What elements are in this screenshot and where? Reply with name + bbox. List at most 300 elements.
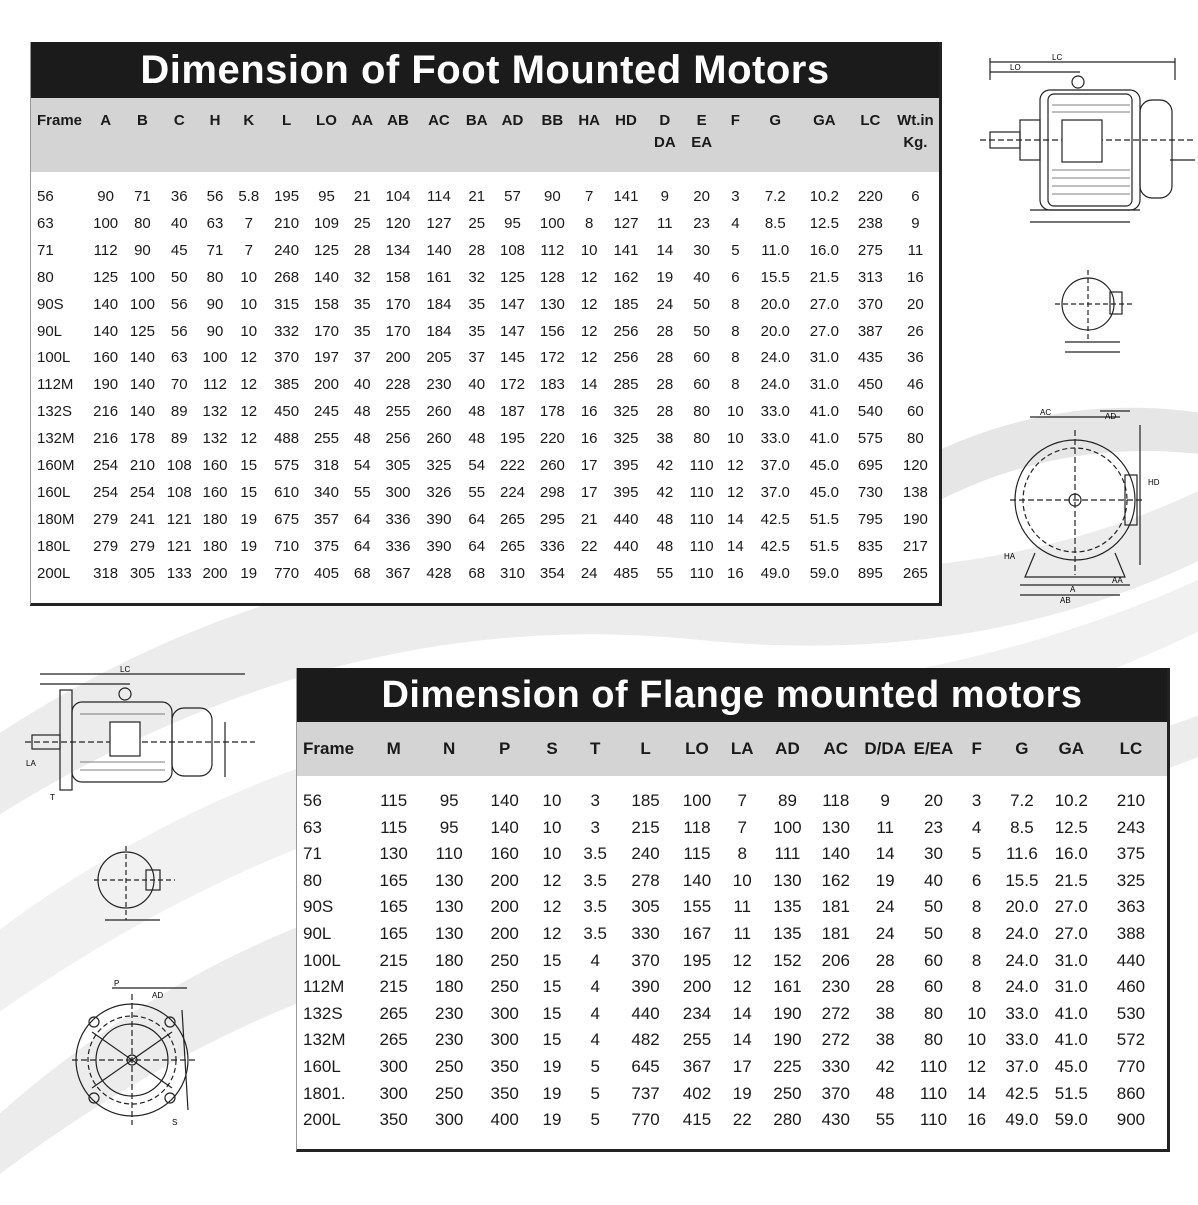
foot-table-value-cell: 45.0 <box>809 457 839 475</box>
foot-table-frame-cell: 132S <box>37 403 73 421</box>
foot-mounted-title: Dimension of Foot Mounted Motors <box>31 42 939 98</box>
foot-table-value-cell: 31.0 <box>809 376 839 394</box>
foot-table-value-cell: 121 <box>166 510 192 528</box>
flange-table-value-cell: 130 <box>434 897 464 917</box>
foot-table-value-cell: 48 <box>468 403 486 421</box>
foot-table-header-cell <box>849 98 892 172</box>
flange-table-value-cell: 900 <box>1116 1110 1146 1130</box>
flange-table-value-cell: 19 <box>875 870 895 890</box>
flange-table-value-cell: 42 <box>875 1056 895 1076</box>
foot-table-value-cell: 127 <box>426 214 452 232</box>
foot-table-value-cell: 37.0 <box>760 457 790 475</box>
foot-table-value-cell: 279 <box>93 510 119 528</box>
flange-table-value-cell: 272 <box>821 1003 850 1023</box>
flange-table-value-cell: 190 <box>773 1003 802 1023</box>
foot-table-value-cell: 24 <box>656 295 674 313</box>
flange-table-value-cell: 181 <box>821 897 850 917</box>
foot-table-value-cell: 51.5 <box>809 510 839 528</box>
foot-table-value-cell: 21.5 <box>809 268 839 286</box>
flange-table-value-cell: 50 <box>924 923 943 943</box>
foot-table-value-cell: 11 <box>657 214 673 232</box>
foot-table-value-cell: 120 <box>385 214 411 232</box>
flange-table-value-cell: 111 <box>774 844 801 864</box>
foot-table-value-cell: 220 <box>857 188 883 205</box>
foot-table-header-label: BB <box>541 112 564 129</box>
drawing-label-lo: LO <box>1010 63 1021 72</box>
flange-table-value-cell: 5 <box>590 1083 600 1103</box>
flange-table-row <box>297 1081 1167 1108</box>
foot-table-value-cell: 108 <box>500 241 526 259</box>
foot-table-value-cell: 59.0 <box>809 564 839 582</box>
flange-table-header-row <box>297 722 1167 776</box>
flange-table-value-cell: 645 <box>631 1056 660 1076</box>
foot-table-value-cell: 8.5 <box>764 214 786 232</box>
flange-table-value-cell: 21.5 <box>1054 870 1088 890</box>
foot-table-value-cell: 16 <box>580 430 598 448</box>
foot-table-header-label: D <box>659 112 671 129</box>
flange-table-frame-cell: 132M <box>303 1030 346 1050</box>
flange-table-frame-cell: 160L <box>303 1056 341 1076</box>
foot-table-value-cell: 450 <box>857 376 883 394</box>
foot-table-header-label: HA <box>578 112 601 129</box>
flange-table-value-cell: 390 <box>631 977 660 997</box>
foot-table-row <box>31 534 939 561</box>
foot-table-value-cell: 114 <box>426 188 451 205</box>
foot-table-header-cell <box>892 98 939 172</box>
foot-table-value-cell: 222 <box>500 457 526 475</box>
flange-table-header-cell: F <box>957 722 996 776</box>
foot-table-value-cell: 110 <box>689 457 714 475</box>
foot-table-value-cell: 300 <box>385 483 411 501</box>
foot-table-value-cell: 10 <box>240 268 258 286</box>
flange-table-frame-cell: 71 <box>303 844 322 864</box>
flange-table-value-cell: 10 <box>542 817 562 837</box>
foot-table-value-cell: 184 <box>426 322 452 340</box>
flange-table-value-cell: 8 <box>971 897 982 917</box>
foot-table-value-cell: 132 <box>202 403 228 421</box>
foot-table-value-cell: 80 <box>134 214 151 232</box>
foot-table-value-cell: 35 <box>468 295 486 313</box>
foot-table-header-cell <box>720 98 751 172</box>
foot-table-value-cell: 141 <box>613 188 639 205</box>
foot-table-value-cell: 440 <box>613 510 639 528</box>
flange-table-value-cell: 367 <box>682 1056 712 1076</box>
foot-table-value-cell: 63 <box>170 349 188 367</box>
flange-table-value-cell: 33.0 <box>1005 1030 1039 1050</box>
foot-table-value-cell: 160 <box>202 457 228 475</box>
flange-table-value-cell: 50 <box>924 897 943 917</box>
foot-table-value-cell: 795 <box>857 510 883 528</box>
foot-table-value-cell: 60 <box>907 403 924 421</box>
flange-table-value-cell: 48 <box>875 1083 895 1103</box>
flange-table-value-cell: 200 <box>682 977 712 997</box>
flange-table-header-cell: L <box>618 722 674 776</box>
flange-table-value-cell: 165 <box>379 870 408 890</box>
foot-table-value-cell: 90 <box>544 188 561 205</box>
foot-table-value-cell: 60 <box>693 349 710 367</box>
flange-table-frame-cell: 63 <box>303 817 322 837</box>
foot-table-value-cell: 35 <box>353 295 371 313</box>
flange-table-value-cell: 10 <box>542 844 562 864</box>
foot-table-value-cell: 90 <box>206 322 224 340</box>
flange-table-value-cell: 240 <box>631 844 660 864</box>
flange-table-header-cell: M <box>367 722 420 776</box>
foot-table-value-cell: 7.2 <box>764 188 786 205</box>
foot-table-value-cell: 42.5 <box>760 537 790 555</box>
foot-table-value-cell: 318 <box>313 457 339 475</box>
flange-table-value-cell: 234 <box>682 1003 712 1023</box>
foot-table-value-cell: 33.0 <box>760 430 790 448</box>
foot-table-value-cell: 36 <box>907 349 924 367</box>
foot-table-value-cell: 367 <box>385 564 411 582</box>
foot-table-header-cell <box>199 98 232 172</box>
flange-table-value-cell: 185 <box>631 791 660 810</box>
foot-motor-side-view-drawing <box>970 50 1195 240</box>
flange-table-value-cell: 388 <box>1116 923 1146 943</box>
foot-table-value-cell: 285 <box>613 376 639 394</box>
foot-table-value-cell: 340 <box>313 483 339 501</box>
flange-table-header-cell: E/EA <box>910 722 957 776</box>
foot-table-value-cell: 325 <box>613 403 639 421</box>
flange-table-value-cell: 89 <box>778 791 797 810</box>
foot-table-value-cell: 89 <box>170 403 188 421</box>
foot-table-value-cell: 15.5 <box>760 268 790 286</box>
foot-table-value-cell: 27.0 <box>809 295 839 313</box>
foot-table-value-cell: 5 <box>731 241 740 259</box>
foot-table-value-cell: 14 <box>727 537 744 555</box>
foot-table-value-cell: 41.0 <box>809 403 839 421</box>
flange-table-value-cell: 3.5 <box>583 897 607 917</box>
flange-table-value-cell: 6 <box>971 870 982 890</box>
foot-table-header-label: GA <box>813 112 836 129</box>
flange-table-value-cell: 12 <box>967 1056 987 1076</box>
foot-table-value-cell: 147 <box>500 322 526 340</box>
flange-table-value-cell: 215 <box>379 977 408 997</box>
foot-table-value-cell: 25 <box>468 214 486 232</box>
foot-table-value-cell: 370 <box>274 349 300 367</box>
foot-table-value-cell: 161 <box>426 268 452 286</box>
foot-table-value-cell: 19 <box>240 537 258 555</box>
foot-table-header-label: HD <box>615 112 637 129</box>
foot-table-value-cell: 32 <box>468 268 486 286</box>
flange-table-value-cell: 280 <box>773 1110 802 1130</box>
foot-table-value-cell: 64 <box>353 510 371 528</box>
foot-table-value-cell: 48 <box>656 510 674 528</box>
flange-table-value-cell: 370 <box>631 950 660 970</box>
foot-table-value-cell: 22 <box>580 537 598 555</box>
foot-table-row <box>31 292 939 319</box>
foot-table-value-cell: 216 <box>93 403 119 421</box>
flange-table-value-cell: 165 <box>379 923 408 943</box>
flange-table-value-cell: 130 <box>821 817 850 837</box>
flange-table-value-cell: 460 <box>1116 977 1146 997</box>
flange-table-value-cell: 115 <box>380 817 408 837</box>
flange-table-value-cell: 15.5 <box>1005 870 1039 890</box>
drawing-label-ac: AC <box>1040 408 1052 417</box>
foot-table-row <box>31 372 939 399</box>
flange-table-value-cell: 440 <box>631 1003 660 1023</box>
foot-table-value-cell: 100 <box>539 214 565 232</box>
foot-table-value-cell: 16 <box>727 564 744 582</box>
flange-shaft-end-view-drawing <box>90 840 185 935</box>
foot-table-value-cell: 375 <box>313 537 339 555</box>
foot-table-value-cell: 228 <box>385 376 411 394</box>
foot-table-value-cell: 440 <box>613 537 639 555</box>
foot-table-value-cell: 254 <box>93 457 119 475</box>
flange-table-value-cell: 118 <box>683 817 711 837</box>
flange-table-value-cell: 3.5 <box>583 844 607 864</box>
flange-table-header-cell: D/DA <box>860 722 909 776</box>
foot-table-value-cell: 6 <box>731 268 740 286</box>
foot-table-header-label: G <box>769 112 782 129</box>
foot-table-value-cell: 8 <box>731 376 740 394</box>
flange-table-value-cell: 11 <box>876 817 894 837</box>
foot-table-value-cell: 54 <box>353 457 371 475</box>
flange-table-value-cell: 95 <box>439 791 459 810</box>
foot-table-header-label: LC <box>860 112 881 129</box>
foot-motor-front-view-drawing <box>1000 405 1185 605</box>
flange-table-header-cell: Frame <box>297 722 367 776</box>
flange-table-value-cell: 11 <box>733 897 752 917</box>
flange-table-value-cell: 167 <box>682 923 712 943</box>
flange-table-frame-cell: 90S <box>303 897 334 917</box>
foot-table-value-cell: 770 <box>274 564 300 582</box>
foot-table-value-cell: 170 <box>385 295 411 313</box>
foot-table-row <box>31 507 939 534</box>
flange-table-header-cell: GA <box>1048 722 1095 776</box>
flange-table-value-cell: 80 <box>924 1030 943 1050</box>
foot-table-value-cell: 197 <box>313 349 339 367</box>
flange-table-value-cell: 38 <box>875 1030 895 1050</box>
foot-table-value-cell: 128 <box>539 268 565 286</box>
foot-table-value-cell: 51.5 <box>809 537 839 555</box>
foot-table-value-cell: 241 <box>129 510 155 528</box>
flange-table-value-cell: 100 <box>682 791 712 810</box>
foot-table-value-cell: 41.0 <box>809 430 839 448</box>
flange-table-value-cell: 140 <box>682 870 712 890</box>
flange-table-value-cell: 33.0 <box>1005 1003 1039 1023</box>
flange-table-value-cell: 59.0 <box>1054 1110 1088 1130</box>
flange-table-header-cell: LA <box>721 722 764 776</box>
foot-table-frame-cell: 71 <box>37 241 54 259</box>
foot-table-value-cell: 210 <box>274 214 300 232</box>
flange-table-frame-cell: 100L <box>303 950 341 970</box>
foot-table-value-cell: 224 <box>500 483 526 501</box>
foot-table-value-cell: 305 <box>129 564 155 582</box>
flange-table-value-cell: 200 <box>490 897 519 917</box>
foot-table-value-cell: 110 <box>689 483 714 501</box>
foot-table-value-cell: 279 <box>93 537 119 555</box>
flange-table-value-cell: 19 <box>542 1110 562 1130</box>
foot-table-value-cell: 354 <box>539 564 565 582</box>
flange-table-value-cell: 415 <box>682 1110 712 1130</box>
flange-table-value-cell: 230 <box>434 1003 464 1023</box>
flange-table-frame-cell: 90L <box>303 923 332 943</box>
foot-table-value-cell: 158 <box>313 295 339 313</box>
foot-table-value-cell: 45.0 <box>809 483 839 501</box>
foot-table-value-cell: 120 <box>902 457 928 475</box>
foot-table-value-cell: 141 <box>613 241 639 259</box>
foot-table-value-cell: 26 <box>907 322 924 340</box>
flange-table-value-cell: 160 <box>490 844 519 864</box>
foot-table-value-cell: 28 <box>353 241 371 259</box>
foot-table-value-cell: 100 <box>202 349 228 367</box>
foot-table-value-cell: 49.0 <box>760 564 790 582</box>
foot-table-value-cell: 178 <box>129 430 155 448</box>
flange-table-value-cell: 22 <box>732 1110 752 1130</box>
flange-table-value-cell: 572 <box>1116 1030 1146 1050</box>
flange-table-value-cell: 243 <box>1116 817 1146 837</box>
foot-table-value-cell: 450 <box>274 403 300 421</box>
flange-table-header-cell: AD <box>764 722 811 776</box>
foot-table-value-cell: 64 <box>468 510 486 528</box>
foot-table-value-cell: 125 <box>313 241 339 259</box>
foot-table-value-cell: 32 <box>353 268 371 286</box>
flange-table-value-cell: 28 <box>875 977 895 997</box>
foot-table-value-cell: 24.0 <box>760 349 790 367</box>
flange-table-value-cell: 135 <box>773 923 802 943</box>
foot-table-value-cell: 56 <box>170 295 188 313</box>
foot-table-value-cell: 31.0 <box>809 349 839 367</box>
flange-table-value-cell: 130 <box>434 870 464 890</box>
foot-table-value-cell: 255 <box>313 430 339 448</box>
flange-table-row <box>297 921 1167 948</box>
foot-table-header-label: BA <box>465 112 488 129</box>
flange-table-value-cell: 11 <box>733 923 752 943</box>
foot-table-value-cell: 28 <box>656 403 674 421</box>
foot-table-header-cell <box>493 98 532 172</box>
flange-table-value-cell: 860 <box>1116 1083 1146 1103</box>
foot-table-value-cell: 40 <box>353 376 371 394</box>
foot-table-header-cell <box>125 98 160 172</box>
foot-table-value-cell: 38 <box>656 430 674 448</box>
foot-table-value-cell: 5.8 <box>238 188 260 205</box>
foot-table-value-cell: 12 <box>240 376 258 394</box>
flange-table-value-cell: 15 <box>542 950 562 970</box>
flange-table-value-cell: 350 <box>379 1110 408 1130</box>
foot-table-value-cell: 9 <box>911 214 920 232</box>
foot-table-header-sublabel: Kg. <box>903 134 928 151</box>
foot-table-value-cell: 6 <box>911 188 920 205</box>
foot-table-value-cell: 395 <box>613 483 639 501</box>
foot-table-value-cell: 675 <box>274 510 300 528</box>
flange-mounted-title: Dimension of Flange mounted motors <box>297 668 1167 722</box>
foot-table-value-cell: 370 <box>857 295 883 313</box>
flange-table-header-cell: S <box>531 722 572 776</box>
foot-table-header-cell <box>532 98 573 172</box>
foot-table-value-cell: 162 <box>613 268 639 286</box>
foot-table-value-cell: 140 <box>93 295 119 313</box>
flange-table-value-cell: 200 <box>490 870 519 890</box>
foot-table-value-cell: 20 <box>907 295 924 313</box>
foot-table-value-cell: 112 <box>203 376 227 394</box>
foot-table-value-cell: 12.5 <box>809 214 839 232</box>
flange-table-header-cell: G <box>996 722 1047 776</box>
flange-table-value-cell: 110 <box>435 844 463 864</box>
foot-table-value-cell: 125 <box>93 268 119 286</box>
flange-table-value-cell: 5 <box>971 844 982 864</box>
foot-table-value-cell: 190 <box>93 376 119 394</box>
flange-table-value-cell: 20 <box>924 791 943 810</box>
flange-table-value-cell: 8.5 <box>1010 817 1034 837</box>
flange-table-value-cell: 14 <box>732 1030 752 1050</box>
flange-table-value-cell: 24.0 <box>1005 950 1039 970</box>
foot-table-value-cell: 245 <box>313 403 339 421</box>
foot-table-value-cell: 17 <box>580 457 598 475</box>
foot-table-value-cell: 100 <box>93 214 119 232</box>
flange-table-value-cell: 300 <box>379 1056 408 1076</box>
flange-table-spacer-row <box>297 776 1167 788</box>
flange-table-row <box>297 1107 1167 1134</box>
foot-table-value-cell: 63 <box>206 214 224 232</box>
flange-table-value-cell: 305 <box>631 897 660 917</box>
flange-table-value-cell: 31.0 <box>1054 950 1088 970</box>
foot-table-value-cell: 140 <box>313 268 339 286</box>
flange-table-frame-cell: 56 <box>303 791 322 810</box>
foot-table-value-cell: 130 <box>539 295 565 313</box>
foot-table-value-cell: 216 <box>93 430 119 448</box>
flange-table-value-cell: 40 <box>924 870 943 890</box>
flange-table-value-cell: 370 <box>821 1083 850 1103</box>
flange-table-value-cell: 60 <box>924 950 943 970</box>
foot-table-value-cell: 140 <box>129 349 155 367</box>
foot-table-value-cell: 19 <box>240 510 258 528</box>
foot-table-value-cell: 68 <box>353 564 371 582</box>
flange-table-value-cell: 115 <box>683 844 711 864</box>
foot-table-value-cell: 28 <box>656 349 674 367</box>
flange-table-value-cell: 300 <box>490 1030 519 1050</box>
foot-table-value-cell: 268 <box>274 268 300 286</box>
foot-table-value-cell: 125 <box>129 322 155 340</box>
flange-table-value-cell: 300 <box>379 1083 408 1103</box>
foot-table-value-cell: 21 <box>580 510 598 528</box>
foot-table-value-cell: 275 <box>857 241 883 259</box>
foot-table-value-cell: 35 <box>353 322 371 340</box>
foot-table-value-cell: 20 <box>693 188 710 205</box>
flange-table-value-cell: 11.6 <box>1005 844 1038 864</box>
foot-table-header-label: LO <box>316 112 337 129</box>
flange-table-value-cell: 27.0 <box>1054 897 1088 917</box>
foot-table-value-cell: 24 <box>580 564 598 582</box>
foot-table-value-cell: 11 <box>907 241 924 259</box>
foot-table-value-cell: 50 <box>693 295 710 313</box>
foot-table-value-cell: 54 <box>468 457 486 475</box>
foot-table-value-cell: 140 <box>426 241 452 259</box>
flange-table-value-cell: 430 <box>821 1110 850 1130</box>
flange-table-row <box>297 974 1167 1001</box>
flange-table-value-cell: 210 <box>1116 791 1146 810</box>
foot-table-frame-cell: 160M <box>37 457 75 475</box>
foot-table-value-cell: 89 <box>170 430 188 448</box>
flange-table-value-cell: 5 <box>590 1110 600 1130</box>
flange-table-value-cell: 215 <box>379 950 408 970</box>
foot-table-value-cell: 145 <box>500 349 526 367</box>
foot-table-value-cell: 332 <box>274 322 300 340</box>
foot-table-header-cell <box>86 98 125 172</box>
foot-table-value-cell: 200 <box>313 376 339 394</box>
foot-table-header-label: E <box>696 112 707 129</box>
foot-table-value-cell: 70 <box>170 376 188 394</box>
foot-table-value-cell: 55 <box>468 483 486 501</box>
flange-table-value-cell: 770 <box>631 1110 660 1130</box>
foot-table-value-cell: 27.0 <box>809 322 839 340</box>
foot-table-value-cell: 195 <box>500 430 526 448</box>
foot-table-value-cell: 260 <box>539 457 565 475</box>
foot-table-value-cell: 254 <box>93 483 119 501</box>
foot-table-value-cell: 133 <box>166 564 192 582</box>
foot-table-value-cell: 170 <box>313 322 339 340</box>
foot-table-value-cell: 20.0 <box>760 295 790 313</box>
